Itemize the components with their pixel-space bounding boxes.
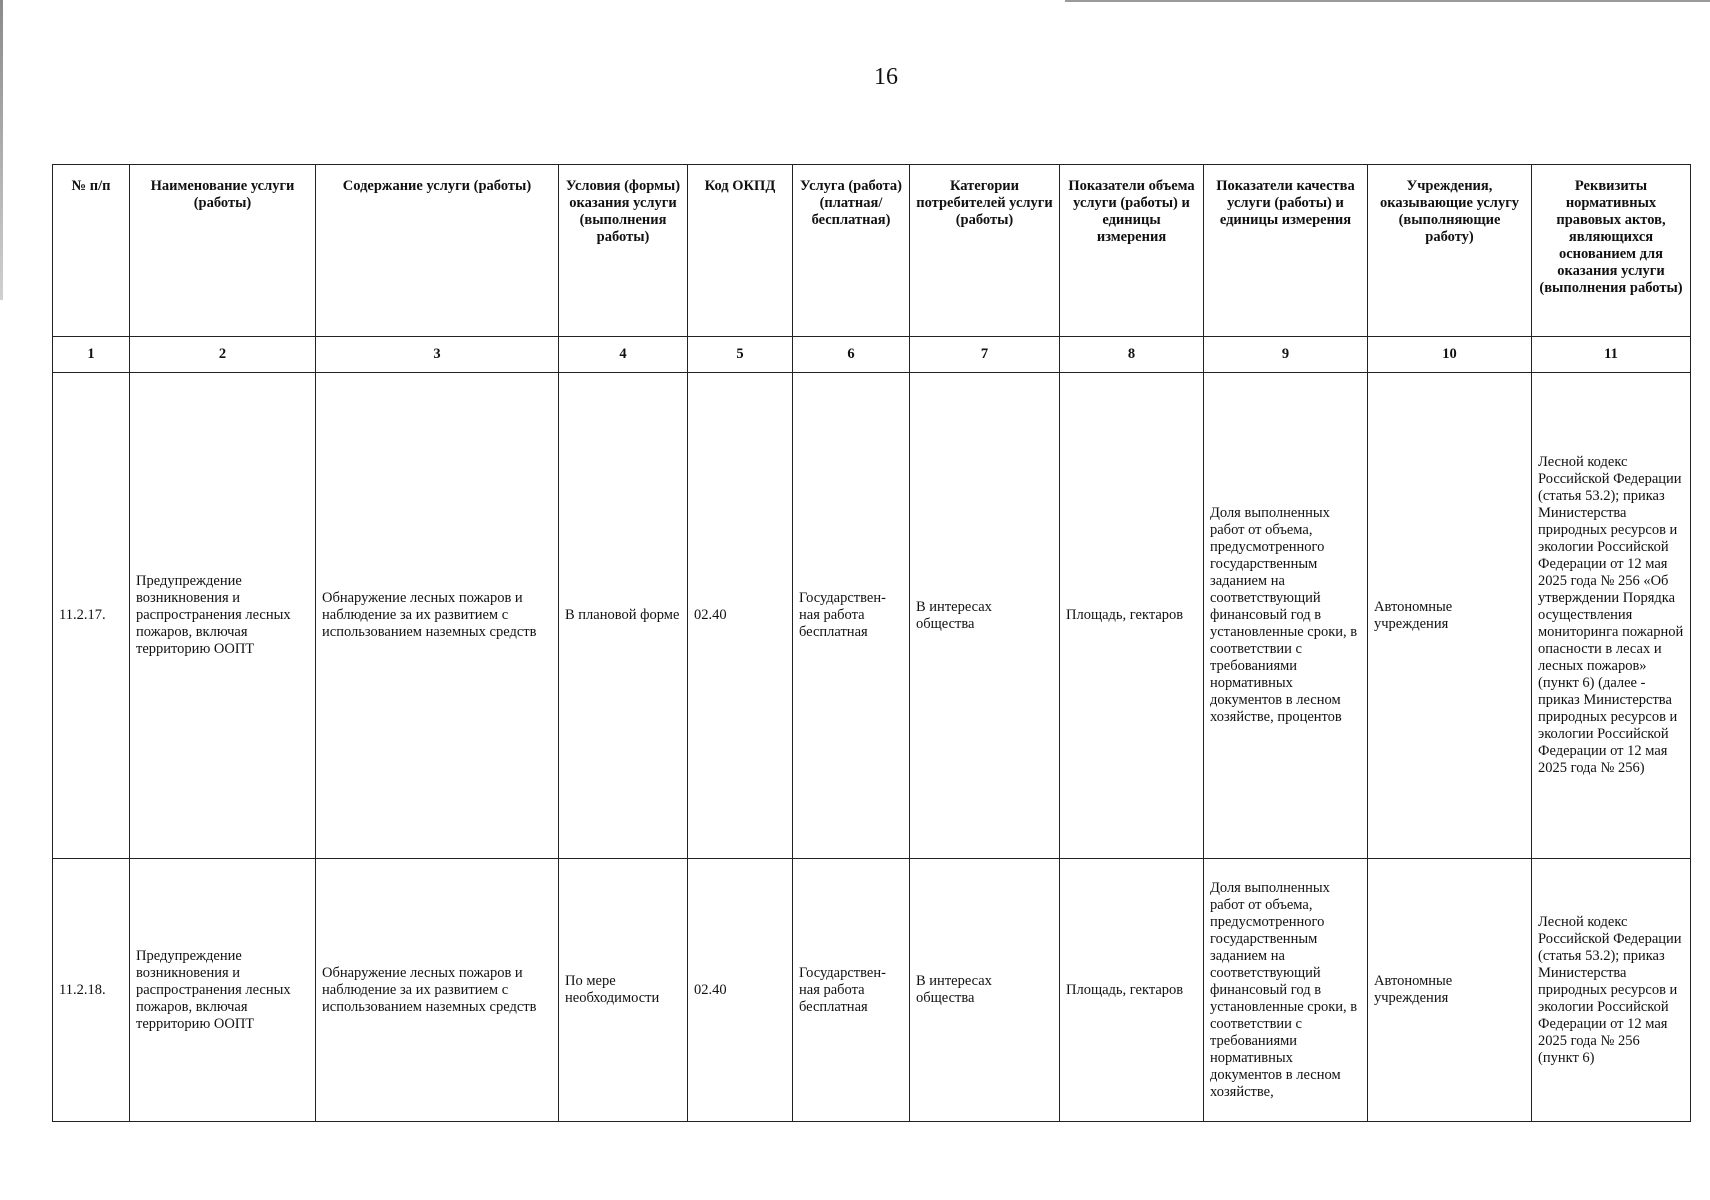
column-number: 1 xyxy=(53,337,130,373)
legal-requisites: Лесной кодекс Российской Федерации (статья 53.2); приказ Министерства природных ресурсов и экологии Российской Федерации от 12 мая 2025 года № 256 (пункт 6) xyxy=(1532,859,1691,1122)
quality-indicator: Доля выполненных работ от объема, предусмотренного государственным заданием на соответствующий финансовый год в установленные сроки, в соответствии с требованиями нормативных документов в лесном хозяйстве, xyxy=(1204,859,1368,1122)
quality-indicator: Доля выполненных работ от объема, предусмотренного государственным заданием на соответствующий финансовый год в установленные сроки, в соответствии с требованиями нормативных документов в лесном хозяйстве, процентов xyxy=(1204,373,1368,859)
column-number: 4 xyxy=(559,337,688,373)
consumer-category: В интересах общества xyxy=(910,373,1060,859)
service-content: Обнаружение лесных пожаров и наблюдение за их развитием с использованием наземных средств xyxy=(316,859,559,1122)
service-name: Предупреждение возникновения и распространения лесных пожаров, включая территорию ООПТ xyxy=(130,859,316,1122)
column-number: 10 xyxy=(1368,337,1532,373)
consumer-category: В интересах общества xyxy=(910,859,1060,1122)
header-cell: Услуга (работа) (платная/ бесплатная) xyxy=(793,165,910,337)
header-cell: № п/п xyxy=(53,165,130,337)
header-cell: Условия (формы) оказания услуги (выполнения работы) xyxy=(559,165,688,337)
column-number: 6 xyxy=(793,337,910,373)
column-number: 8 xyxy=(1060,337,1204,373)
column-number: 7 xyxy=(910,337,1060,373)
institutions: Автономные учреждения xyxy=(1368,373,1532,859)
service-content: Обнаружение лесных пожаров и наблюдение за их развитием с использованием наземных средств xyxy=(316,373,559,859)
service-name: Предупреждение возникновения и распространения лесных пожаров, включая территорию ООПТ xyxy=(130,373,316,859)
header-cell: Реквизиты нормативных правовых актов, являющихся основанием для оказания услуги (выполнения работы) xyxy=(1532,165,1691,337)
institutions: Автономные учреждения xyxy=(1368,859,1532,1122)
column-number: 11 xyxy=(1532,337,1691,373)
header-cell: Учреждения, оказывающие услугу (выполняющие работу) xyxy=(1368,165,1532,337)
header-cell: Содержание услуги (работы) xyxy=(316,165,559,337)
header-cell: Код ОКПД xyxy=(688,165,793,337)
okpd-code: 02.40 xyxy=(688,859,793,1122)
column-number: 2 xyxy=(130,337,316,373)
header-cell: Показатели объема услуги (работы) и единицы измерения xyxy=(1060,165,1204,337)
table-header-row xyxy=(53,165,1691,337)
column-number: 5 xyxy=(688,337,793,373)
column-number-row xyxy=(53,337,1691,373)
service-conditions: По мере необходимости xyxy=(559,859,688,1122)
table-row xyxy=(53,373,1691,859)
volume-indicator: Площадь, гектаров xyxy=(1060,859,1204,1122)
volume-indicator: Площадь, гектаров xyxy=(1060,373,1204,859)
services-table xyxy=(52,164,1691,1122)
paid-status: Государствен-ная работа бесплатная xyxy=(793,859,910,1122)
row-number: 11.2.17. xyxy=(53,373,130,859)
legal-requisites: Лесной кодекс Российской Федерации (статья 53.2); приказ Министерства природных ресурсов и экологии Российской Федерации от 12 мая 2025 года № 256 «Об утверждении Порядка осуществления мониторинга пожарной опасности в лесах и лесных пожаров» (пункт 6) (далее - приказ Министерства природных ресурсов и экологии Российской Федерации от 12 мая 2025 года № 256) xyxy=(1532,373,1691,859)
scan-top-line xyxy=(1065,0,1710,2)
header-cell: Категории потребителей услуги (работы) xyxy=(910,165,1060,337)
paid-status: Государствен-ная работа бесплатная xyxy=(793,373,910,859)
row-number: 11.2.18. xyxy=(53,859,130,1122)
service-conditions: В плановой форме xyxy=(559,373,688,859)
page-number: 16 xyxy=(874,64,898,90)
column-number: 3 xyxy=(316,337,559,373)
okpd-code: 02.40 xyxy=(688,373,793,859)
header-cell: Показатели качества услуги (работы) и единицы измерения xyxy=(1204,165,1368,337)
header-cell: Наименование услуги (работы) xyxy=(130,165,316,337)
table-row xyxy=(53,859,1691,1122)
scan-edge-shadow xyxy=(0,0,3,300)
column-number: 9 xyxy=(1204,337,1368,373)
